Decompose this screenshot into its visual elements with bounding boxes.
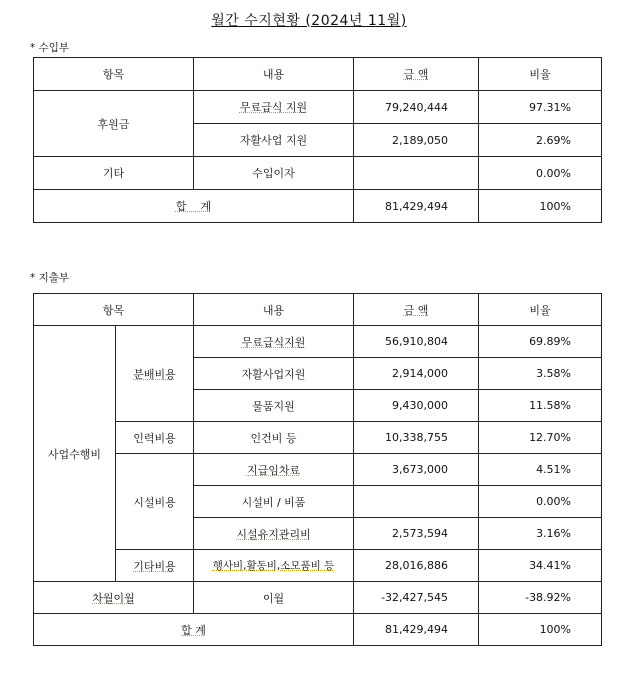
row-content: 수입이자 (194, 157, 354, 190)
distribution-category: 분배비용 (116, 326, 194, 422)
expense-table (33, 293, 602, 646)
row-content: 인건비 등 (194, 422, 354, 454)
header-item: 항목 (34, 294, 194, 326)
row-ratio: 34.41% (479, 550, 602, 582)
row-content: 무료급식지원 (194, 326, 354, 358)
row-amount: -32,427,545 (354, 582, 479, 614)
row-ratio: 4.51% (479, 454, 602, 486)
row-content: 시설유지관리비 (194, 518, 354, 550)
income-header-row (34, 58, 602, 91)
row-amount: 28,016,886 (354, 550, 479, 582)
row-amount: 2,573,594 (354, 518, 479, 550)
income-total-row (34, 190, 602, 223)
header-content: 내용 (194, 294, 354, 326)
row-content: 물품지원 (194, 390, 354, 422)
total-amount: 81,429,494 (354, 190, 479, 223)
header-item: 항목 (34, 58, 194, 91)
table-row (34, 91, 602, 124)
row-amount: 56,910,804 (354, 326, 479, 358)
total-ratio: 100% (479, 614, 602, 646)
row-amount: 3,673,000 (354, 454, 479, 486)
header-ratio: 비율 (479, 294, 602, 326)
header-content: 내용 (194, 58, 354, 91)
personnel-category: 인력비용 (116, 422, 194, 454)
row-amount: 2,914,000 (354, 358, 479, 390)
total-ratio: 100% (479, 190, 602, 223)
main-category: 사업수행비 (34, 326, 116, 582)
row-amount: 79,240,444 (354, 91, 479, 124)
expense-section-label: * 지출부 (30, 272, 70, 284)
row-ratio: 97.31% (479, 91, 602, 124)
table-row (34, 326, 602, 358)
row-content: 자활사업지원 (194, 358, 354, 390)
row-amount: 2,189,050 (354, 124, 479, 157)
row-ratio: 12.70% (479, 422, 602, 454)
income-table (33, 57, 602, 223)
header-ratio: 비율 (479, 58, 602, 91)
table-row (34, 422, 602, 454)
total-amount: 81,429,494 (354, 614, 479, 646)
row-ratio: 11.58% (479, 390, 602, 422)
table-row (34, 454, 602, 486)
row-content: 이월 (194, 582, 354, 614)
facility-category: 시설비용 (116, 454, 194, 550)
table-row (34, 582, 602, 614)
row-ratio: 3.16% (479, 518, 602, 550)
income-section-label: * 수입부 (30, 42, 70, 54)
expense-header-row (34, 294, 602, 326)
row-amount (354, 486, 479, 518)
row-content: 행사비,활동비,소모품비 등 (194, 550, 354, 582)
row-content: 자활사업 지원 (194, 124, 354, 157)
row-ratio: 3.58% (479, 358, 602, 390)
row-ratio: 0.00% (479, 157, 602, 190)
row-content: 지급임차료 (194, 454, 354, 486)
other-item: 기타 (34, 157, 194, 190)
donation-category: 후원금 (34, 91, 194, 157)
header-amount: 금 액 (354, 58, 479, 91)
expense-total-row (34, 614, 602, 646)
row-ratio: 2.69% (479, 124, 602, 157)
page-title: 월간 수지현황 (2024년 11월) (211, 13, 407, 29)
total-label: 합 계 (34, 190, 354, 223)
row-ratio: -38.92% (479, 582, 602, 614)
row-ratio: 69.89% (479, 326, 602, 358)
carryover-item: 차월이월 (34, 582, 194, 614)
total-label: 합 계 (34, 614, 354, 646)
header-amount: 금 액 (354, 294, 479, 326)
row-content: 무료급식 지원 (194, 91, 354, 124)
row-ratio: 0.00% (479, 486, 602, 518)
table-row (34, 550, 602, 582)
row-content: 시설비 / 비품 (194, 486, 354, 518)
row-amount: 10,338,755 (354, 422, 479, 454)
row-amount (354, 157, 479, 190)
other-costs-category: 기타비용 (116, 550, 194, 582)
table-row (34, 157, 602, 190)
row-amount: 9,430,000 (354, 390, 479, 422)
